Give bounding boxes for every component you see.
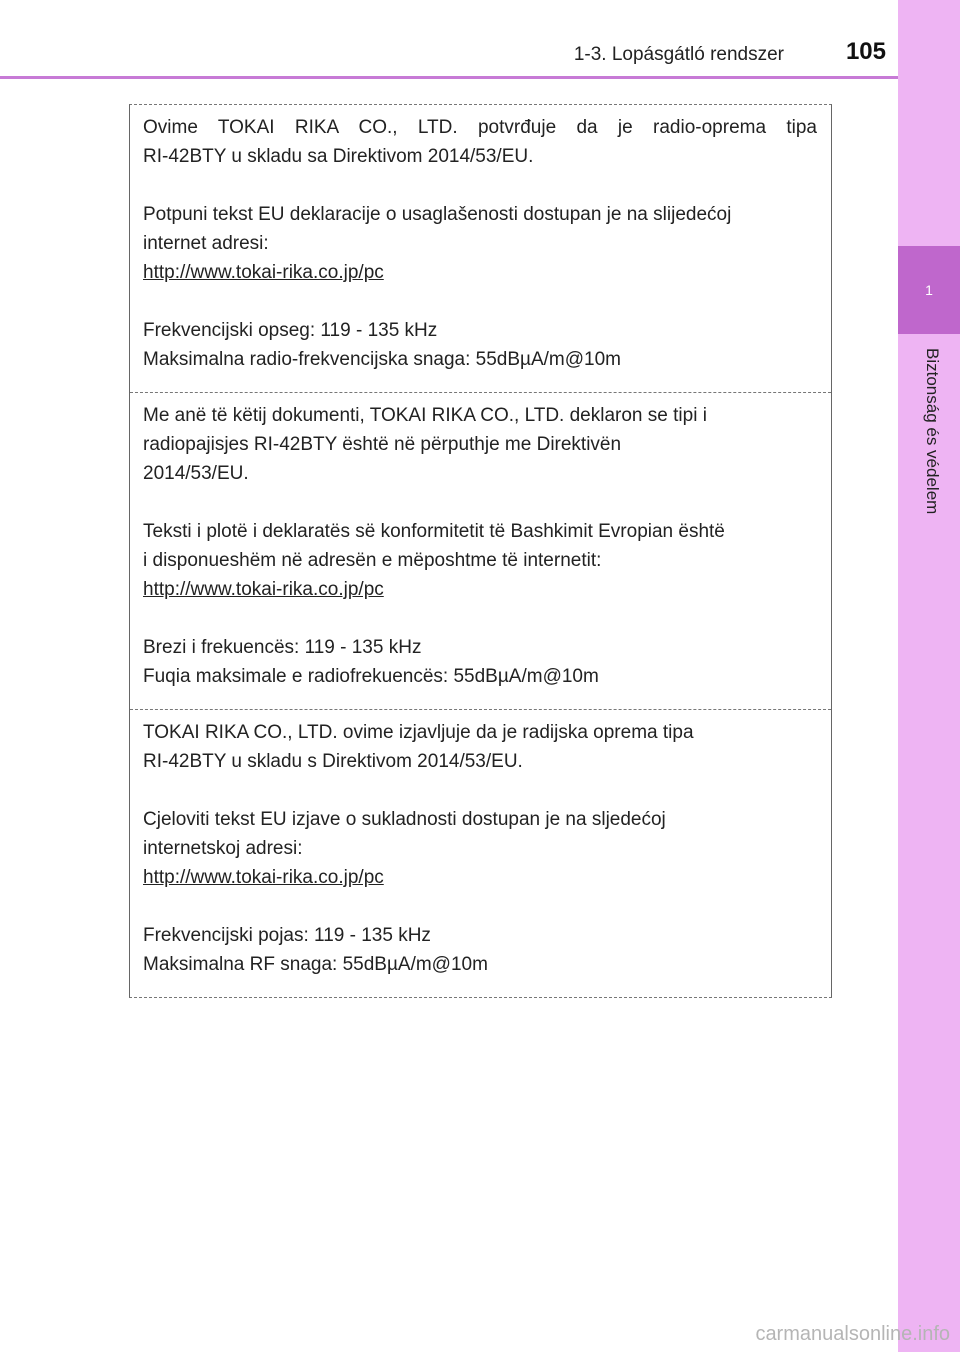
statement-line: RI-42BTY u skladu s Direktivom 2014/53/EU. [143, 751, 523, 772]
statement-line: 2014/53/EU. [143, 463, 249, 484]
watermark: carmanualsonline.info [755, 1323, 950, 1345]
max-power: Maksimalna radio-frekvencijska snaga: 55dBµA/m@10m [143, 349, 621, 370]
section-title: 1-3. Lopásgátló rendszer [573, 44, 784, 65]
fulltext-line: internet adresi: [143, 233, 269, 254]
frequency-range: Frekvencijski opseg: 119 - 135 kHz [143, 320, 438, 341]
declaration-url-link[interactable]: http://www.tokai-rika.co.jp/pc [143, 579, 384, 600]
side-tab [898, 0, 960, 1352]
fulltext-line: Potpuni tekst EU deklaracije o usaglašenosti dostupan je na slijedećoj [143, 204, 732, 225]
max-power: Maksimalna RF snaga: 55dBµA/m@10m [143, 954, 488, 975]
chapter-number: 1 [925, 282, 933, 298]
declaration-url-link[interactable]: http://www.tokai-rika.co.jp/pc [143, 867, 384, 888]
statement-line: Ovime TOKAI RIKA CO., LTD. potvrđuje da je radio-oprema tipa [143, 117, 817, 138]
fulltext-line: internetskoj adresi: [143, 838, 303, 859]
page-number: 105 [845, 38, 886, 65]
declaration-box [129, 104, 832, 998]
chapter-number-badge [898, 246, 960, 334]
max-power: Fuqia maksimale e radiofrekuencës: 55dBµA/m@10m [143, 666, 599, 687]
statement-line: radiopajisjes RI-42BTY është në përputhje me Direktivën [143, 434, 622, 455]
statement-line: TOKAI RIKA CO., LTD. ovime izjavljuje da je radijska oprema tipa [143, 722, 694, 743]
declaration-section-albanian [130, 392, 831, 709]
fulltext-line: Cjeloviti tekst EU izjave o sukladnosti dostupan je na sljedećoj [143, 809, 666, 830]
declaration-section-croatian [130, 709, 831, 997]
statement-line: RI-42BTY u skladu sa Direktivom 2014/53/EU. [143, 146, 534, 167]
declaration-section-bosnian [130, 105, 831, 392]
frequency-range: Frekvencijski pojas: 119 - 135 kHz [143, 925, 431, 946]
fulltext-line: Teksti i plotë i deklaratës së konformitetit të Bashkimit Evropian është [143, 521, 725, 542]
fulltext-line: i disponueshëm në adresën e mëposhtme të internetit: [143, 550, 602, 571]
declaration-url-link[interactable]: http://www.tokai-rika.co.jp/pc [143, 262, 384, 283]
chapter-label: Biztonság és védelem [923, 348, 942, 515]
frequency-range: Brezi i frekuencës: 119 - 135 kHz [143, 637, 422, 658]
header-rule [0, 76, 898, 79]
statement-line: Me anë të këtij dokumenti, TOKAI RIKA CO., LTD. deklaron se tipi i [143, 405, 707, 426]
